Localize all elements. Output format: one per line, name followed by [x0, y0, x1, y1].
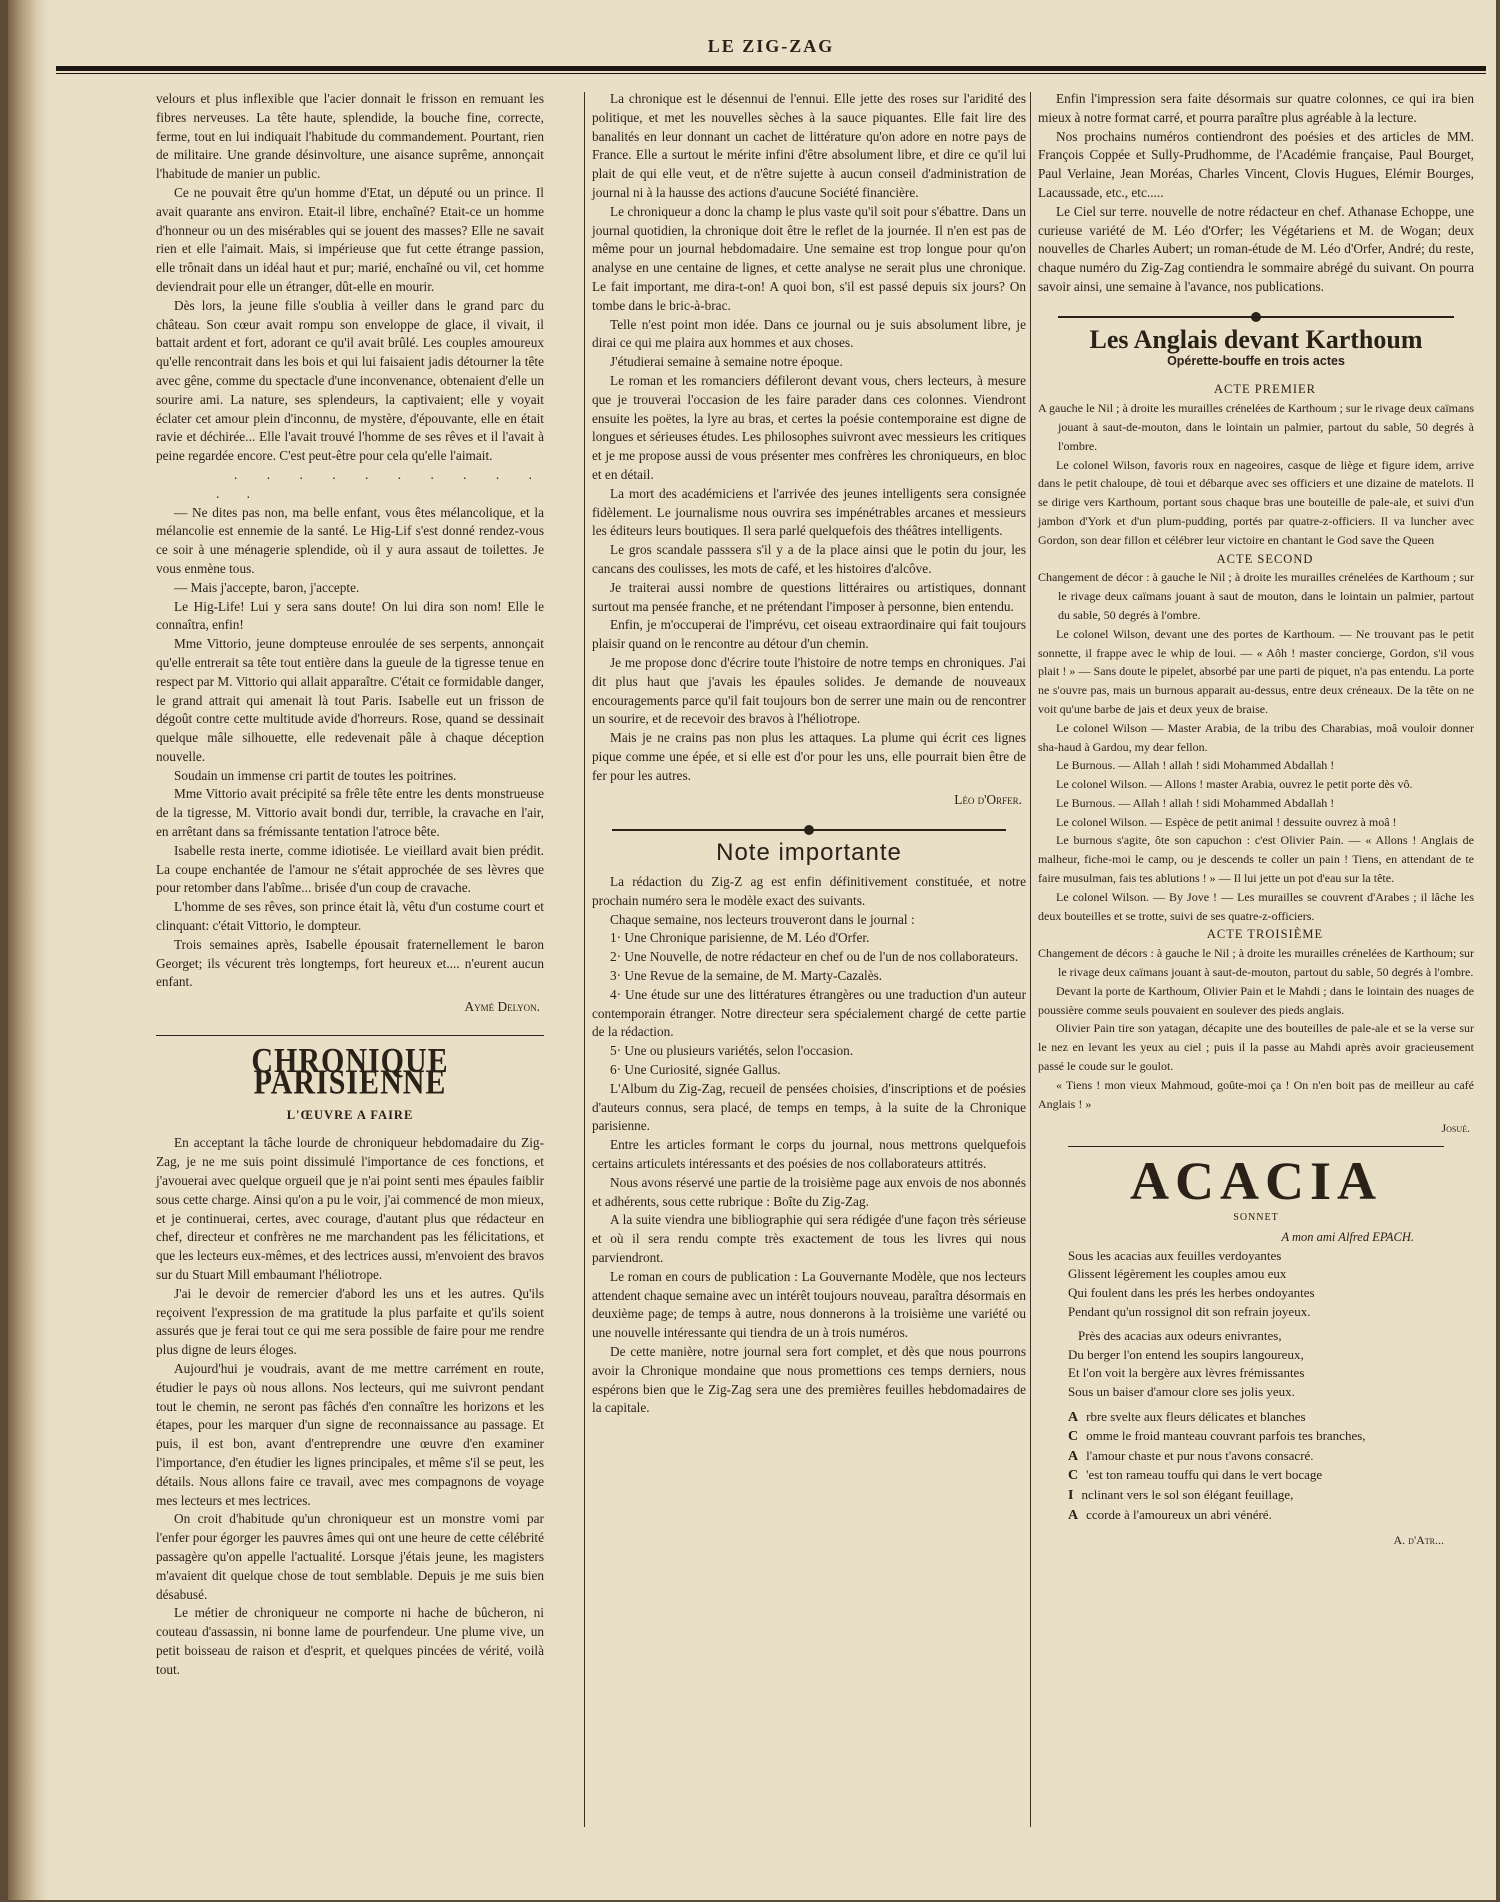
ornamental-divider: [592, 824, 1026, 836]
story-paragraph: velours et plus inflexible que l'acier donnait le frisson en remuant les fibres nerveuses. La tête haute, splendide, la bouche fine, correcte, ferme, tout en lui indiquait l'habitude du commandement. Pourtant, rien de militaire. Une grande désinvolture, une aisance suprême, annonçait l'habitude de manier un public.: [156, 91, 544, 182]
acrostic-line: [1068, 1427, 1474, 1447]
chronique-paragraph: En acceptant la tâche lourde de chroniqueur hebdomadaire du Zig-Zag, je ne me suis point dissimulé l'importance de ces fonctions, et j'avouerai avec quelque orgueil que je n'ai point senti mes épaules faiblir sous cette charge. Ainsi qu'on a pu le voir, j'ai commencé de mon mieux, et je continuerai, certes, avec courage, d'autant plus que rédacteur en chef, directeur et confrères ne me marchandent pas les félicitations, et que les lecteurs eux-mêmes, et des lectrices aussi, m'envoient des bravos sur du Stuart Mill embaumant l'héliotrope.: [156, 1135, 544, 1283]
story-paragraph: — Ne dites pas non, ma belle enfant, vous êtes mélancolique, et la mélancolie est ennemie de la santé. Le Hig-Lif s'est donné rendez-vous ce soir à une ménagerie splendide, où il y aura assaut de toilettes. Je vous enmène tous.: [156, 504, 544, 576]
act-heading: ACTE PREMIER: [1214, 382, 1316, 397]
operetta-paragraph: Le Burnous. — Allah ! allah ! sidi Mohammed Abdallah !: [1056, 758, 1335, 773]
note-paragraph: L'Album du Zig-Zag, recueil de pensées choisies, d'inscriptions et de poésies d'auteurs connus, sera placé, de temps en temps, à la suite de la Chronique parisienne.: [592, 1080, 1026, 1134]
operetta-paragraph: Le colonel Wilson. — Espèce de petit animal ! dessuite ouvrez à moâ !: [1056, 814, 1397, 829]
story-ellipsis: . . . . . . . . . . . .: [216, 466, 544, 501]
note-paragraph: Entre les articles formant le corps du journal, nous mettrons quelquefois certains articulets intéressants et des poésies de nos collaborateurs attitrés.: [592, 1137, 1026, 1172]
ornamental-divider: [1038, 311, 1474, 323]
acrostic-line: [1068, 1447, 1474, 1467]
chronique-paragraph: Enfin, je m'occuperai de l'imprévu, cet oiseau extraordinaire qui fait toujours plaisir quand on le rencontre au détour d'un chemin.: [592, 617, 1026, 652]
note-paragraph: De cette manière, notre journal sera fort complet, et dès que nous pourrons avoir la Chronique mondaine que nous promettions ces temps derniers, nous espérons bien que le Zig-Zag sera une des premières feuilles hebdomadaires de la capitale.: [592, 1344, 1026, 1416]
stage-direction: Changement de décors : à gauche le Nil ; à droite les murailles crénelées de Karthoum; sur le rivage deux caïmans jouant à saut-de-mouton, partout du sable, 50 degrés à l'ombre.: [1038, 946, 1474, 980]
note-paragraph: Le roman en cours de publication : La Gouvernante Modèle, que nos lecteurs attendent chaque semaine avec un intérêt toujours nouveau, paraîtra désormais en deuxième page; de temps à autre, nous donnerons à la troisième une variété ou une nouvelle intéressante qui tiendra de un à trois numéros.: [592, 1268, 1026, 1341]
acrostic-line: [1068, 1408, 1474, 1428]
operetta-paragraph: Le colonel Wilson. — By Jove ! — Les murailles se couvrent d'Arabes ; il lâche les deux bouteilles et se trotte, suivi de ses quatre-z-officiers.: [1038, 889, 1474, 923]
section-divider: [156, 1035, 544, 1036]
act-heading: ACTE TROISIÈME: [1206, 927, 1324, 942]
chronique-paragraph: Aujourd'hui je voudrais, avant de me mettre carrément en route, étudier le pays où nous allons. Nos lecteurs, qui me suivront pendant tout le chemin, ne seront pas fâchés d'en connaître les horizons et les étapes, pour les marquer d'un signe de reconnaissance au passage. Et puis, il est bon, avant d'entreprendre une œuvre d'en examiner l'importance, d'en étudier les lignes principales, et même s'il se peut, les détails. Nous allons faire ce travail, avec mes compagnons de voyage mes lecteurs et mes lectrices.: [156, 1361, 544, 1508]
acrostic-letter: C: [1068, 1429, 1079, 1445]
note-list-item: 4· Une étude sur une des littératures étrangères ou une traduction d'un auteur contemporain étranger. Notre directeur sera spécialement chargé de cette partie de la rédaction.: [592, 986, 1026, 1040]
story-paragraph: — Mais j'accepte, baron, j'accepte.: [174, 579, 360, 595]
masthead-title: LE ZIG-ZAG: [707, 36, 835, 56]
chronique-paragraph: La chronique est le désennui de l'ennui. Elle jette des roses sur l'aridité des politique, et met les nouvelles sèches à la sauce piquantes. Elle fait lire des banalités en leur donnant un cachet de littérature qu'on adore en notre pays de France. Elle a surtout le mérite infini d'être absolument libre, et dire ce qu'il lui plait de qui elle veut, et de n'être sujette à aucun conseil d'administration de journal ni à la hausse des actions d'aucune Société financière.: [592, 91, 1026, 200]
column-rule-1: [584, 92, 585, 1827]
chronique-paragraph: On croit d'habitude qu'un chroniqueur est un monstre vomi par l'enfer pour égorger les pauvres âmes qui ont une heure de cette célébrité passagère qu'on appelle l'actualité. Lorsque j'étais jeune, les magisters m'avaient dit quelque chose de tout semblable. Depuis je me suis bien désabusé.: [156, 1511, 544, 1602]
acrostic-letter: A: [1068, 1507, 1079, 1523]
note-text: [592, 873, 1026, 1418]
story-paragraph: Isabelle resta inerte, comme idiotisée. Le vieillard avait bien prédit. La coupe enchantée de l'amour ne s'était approchée de ses lèvres que pour retomber dans l'abîme... brisée d'un coup de cravache.: [156, 842, 544, 896]
chronique-paragraph: Je me propose donc d'écrire toute l'histoire de notre temps en chroniques. J'ai dit plus haut que j'avais les épaules solides. Je demande de nouveaux encouragements parce qu'il fait toujours bon de serrer une main ou de rencontrer un sourire, et de recevoir des bravos à l'héliotrope.: [592, 654, 1026, 727]
poem-line: Pendant qu'un rossignol dit son refrain joyeux.: [1068, 1303, 1311, 1319]
chronique-paragraph: J'ai le devoir de remercier d'abord les uns et les autres. Qu'ils reçoivent l'expression de ma gratitude la plus parfaite et qu'ils soient assurés que je ferai tout ce qui me sera possible de faire pour me rendre plus digne de leurs éloges.: [156, 1285, 544, 1358]
anglais-title: Les Anglais devant Karthoum: [1089, 324, 1423, 354]
note-list-item: 6· Une Curiosité, signée Gallus.: [610, 1062, 781, 1078]
poem-line: Près des acacias aux odeurs enivrantes,: [1078, 1328, 1282, 1344]
acacia-title: ACACIA: [1130, 1151, 1382, 1212]
note-lead: Chaque semaine, nos lecteurs trouveront dans le journal :: [610, 911, 915, 927]
acrostic-text: rbre svelte aux fleurs délicates et blanches: [1086, 1408, 1306, 1424]
column-rule-2: [1030, 92, 1031, 1827]
operetta-paragraph: Le colonel Wilson, favoris roux en nageoires, casque de liège et figure idem, arrive dans le petit chaloupe, dè toui et débarque avec ses officiers et une dizaine de matelots. Il se dirige vers Karthoum, portant sous chaque bras une bouteille de pale-ale, et suivi d'un jambon d'York et d'un plum-pudding, portés par quatre-z-officiers. Il va luncher avec Gordon, son dear fillon et célébrer leur victoire en chantant le God save the Queen: [1038, 457, 1474, 547]
operetta-paragraph: Le colonel Wilson. — Allons ! master Arabia, ouvrez le petit porte dès vô.: [1056, 777, 1413, 792]
chronique-paragraph: Telle n'est point mon idée. Dans ce journal ou je suis absolument libre, je dirai ce qui me plaira aux hommes et aux choses.: [592, 316, 1026, 351]
story-paragraph: Ce ne pouvait être qu'un homme d'Etat, un député ou un prince. Il avait quarante ans environ. Etait-il libre, enchaîné? Etait-ce un homme d'honneur ou un des misérables qui se jouent des masses? Elle ne savait rien et elle l'aimait. Mais, si impérieuse que fut cette étrange passion, elle trônait dans un idéal haut et pur; marié, enchaîné ou vil, cet homme deviendrait pour elle un étranger, dût-elle en mourir.: [156, 184, 544, 294]
poem-line: Sous un baiser d'amour clore ses jolis yeux.: [1068, 1383, 1295, 1399]
acrostic-text: ccorde à l'amoureux un abri vénéré.: [1086, 1506, 1272, 1522]
chronique-paragraph: La mort des académiciens et l'arrivée des jeunes intelligents sera consignée fidèlement. Le journalisme nous ouvrira ses impénétrables arcanes et messieurs les éditeurs leurs boutiques. Il sera parlé quelquefois des théâtres intelligents.: [592, 485, 1026, 539]
newspaper-page: [8, 0, 1496, 1900]
note-paragraph: Nous avons réservé une partie de la troisième page aux envois de nos abonnés et adhérents, sous cette rubrique : Boîte du Zig-Zag.: [592, 1174, 1026, 1209]
note-title: Note importante: [716, 839, 902, 867]
chronique-continued: [592, 90, 1026, 810]
story-paragraph: Dès lors, la jeune fille s'oublia à veiller dans le grand parc du château. Son cœur avait rompu son enveloppe de glace, il vivait, il battait ardent et fort, adorant ce qu'il avait brûlé. Les couples amoureux qu'elle rencontrait dans les bois et qui lui faisaient jadis détourner la tête avec gêne, comme du spectacle d'une inconvenance, obtenaient d'elle un sourire ami. La nature, ses splendeurs, la captivaient; elle y voyait éclater cet amour plein d'inconnu, de mystère, d'épouvante, elle en était ravie et déchirée... Elle l'avait trouvé l'homme de ses rêves et il l'avait à peine regardée encore. C'est peut-être pour cela qu'elle l'aimait.: [156, 297, 544, 464]
note-paragraph: Le Ciel sur terre. nouvelle de notre rédacteur en chef. Athanase Echoppe, une curieuse variété de M. Léo d'Orfer; les Végétariens et M. de Wogan; deux nouvelles de Charles Aubert; un roman-étude de M. Léo d'Orfer, André; du reste, chaque numéro du Zig-Zag contiendra le sommaire abrégé du suivant. On pourra savoir ainsi, une semaine à l'avance, nos publications.: [1038, 203, 1474, 294]
act-heading: ACTE SECOND: [1216, 551, 1314, 566]
acrostic-letter: A: [1068, 1409, 1079, 1425]
column-2: [592, 90, 1026, 1418]
story-paragraph: Le Hig-Life! Lui y sera sans doute! On lui dira son nom! Elle le connaîtra, enfin!: [156, 598, 544, 633]
chronique-subtitle: L'ŒUVRE A FAIRE: [286, 1107, 414, 1122]
note-paragraph: Nos prochains numéros contiendront des poésies et des articles de MM. François Coppée et Sully-Prudhomme, de l'Académie française, Paul Bourget, Paul Verlaine, Jean Moréas, Charles Vincent, Clovis Hugues, Elémir Bourges, Lacaussade, etc., etc.....: [1038, 128, 1474, 200]
poem-dedication: A mon ami Alfred EPACH.: [1281, 1230, 1414, 1245]
poem-line: Et l'on voit la bergère aux lèvres frémissantes: [1068, 1365, 1305, 1381]
note-continued: [1038, 90, 1474, 297]
poem-signature: A. d'Atr...: [1393, 1533, 1444, 1548]
column-3: [1038, 90, 1474, 1550]
acrostic-line: [1068, 1486, 1474, 1506]
operetta-paragraph: Le burnous s'agite, ôte son capuchon : c'est Olivier Pain. — « Allons ! Anglais de malheur, fiche-moi le camp, ou je descends te coller un pain ! Tiens, en attendant de te faire musulman, fais tes ablutions ! » — Il lui jette un pot d'eau sur la tête.: [1038, 833, 1474, 886]
operetta-paragraph: Devant la porte de Karthoum, Olivier Pain et le Mahdi ; dans le lointain des nuages de poussière comme seuls pouvaient en soulever des pieds anglais.: [1038, 983, 1474, 1017]
acacia-poem: [1038, 1247, 1474, 1525]
note-intro: La rédaction du Zig-Z ag est enfin définitivement constituée, et notre prochain numéro sera le modèle exact des suivants.: [592, 874, 1026, 908]
operetta-paragraph: Olivier Pain tire son yatagan, décapite une des bouteilles de pale-ale et se la verse sur le nez en levant les yeux au ciel ; puis il la passe au Mahdi après avoir gracieusement passé le coude sur le goulot.: [1038, 1021, 1474, 1074]
chronique-paragraph: Le métier de chroniqueur ne comporte ni hache de bûcheron, ni couteau d'assassin, ni bonne lame de pourfendeur. Une plume vive, un petit boisseau de raison et d'esprit, et quelques pincées de vérité, voilà tout.: [156, 1605, 544, 1677]
poem-line: Du berger l'on entend les soupirs langoureux,: [1068, 1346, 1304, 1362]
masthead: [56, 36, 1486, 80]
story-paragraph: L'homme de ses rêves, son prince était là, vêtu d'un costume court et clinquant: c'était Vittorio, le dompteur.: [156, 899, 544, 934]
acrostic-text: omme le froid manteau couvrant parfois tes branches,: [1086, 1428, 1366, 1444]
acrostic-letter: A: [1068, 1448, 1079, 1464]
operetta-paragraph: Le Burnous. — Allah ! allah ! sidi Mohammed Abdallah !: [1056, 795, 1335, 810]
poem-line: Sous les acacias aux feuilles verdoyantes: [1068, 1247, 1282, 1263]
poem-line: Qui foulent dans les prés les herbes ondoyantes: [1068, 1285, 1315, 1301]
acrostic-text: l'amour chaste et pur nous t'avons consacré.: [1086, 1447, 1314, 1463]
operetta-paragraph: Le colonel Wilson — Master Arabia, de la tribu des Charabias, moâ vouloir donner sha-haud à Gardou, my dear fellon.: [1038, 720, 1474, 754]
note-list-item: 5· Une ou plusieurs variétés, selon l'occasion.: [610, 1043, 854, 1059]
acrostic-text: nclinant vers le sol son élégant feuillage,: [1081, 1486, 1294, 1502]
story-signature: Aymé Delyon.: [464, 999, 540, 1015]
acrostic-line: [1068, 1466, 1474, 1486]
anglais-subtitle: Opérette-bouffe en trois actes: [1167, 353, 1345, 368]
operetta-paragraph: Le colonel Wilson, devant une des portes de Karthoum. — Ne trouvant pas le petit sonnette, il frappe avec le whip de loui. — « Aôh ! master concierge, Gordon, s'il vous plait ! » — Sans doute le pipelet, absorbé par une parti de piquet, n'a pas entendu. La porte ne s'ouvre pas, mais un burnous apparait au-dessus, entre deux créneaux. De la tête on ne voit qu'une barbe de jais et deux yeux de braise.: [1038, 626, 1474, 716]
story-paragraph: Soudain un immense cri partit de toutes les poitrines.: [174, 767, 457, 783]
operetta-text: [1038, 380, 1474, 1138]
note-list-item: 3· Une Revue de la semaine, de M. Marty-Cazalès.: [610, 968, 883, 984]
masthead-thick-rule: [56, 66, 1486, 71]
acrostic-line: [1068, 1506, 1474, 1526]
story-paragraph: Trois semaines après, Isabelle épousait fraternellement le baron Georget; ils vécurent très longtemps, fort heureux et.... n'eurent aucun enfant.: [156, 936, 544, 990]
note-list-item: 2· Une Nouvelle, de notre rédacteur en chef ou de l'un de nos collaborateurs.: [610, 949, 1019, 965]
acrostic-letter: I: [1068, 1487, 1074, 1503]
masthead-thin-rule: [56, 73, 1486, 74]
section-divider: [1068, 1146, 1444, 1147]
stage-direction: A gauche le Nil ; à droite les murailles crénelées de Karthoum ; sur le rivage deux caïmans jouant à saut-de-mouton, dans le lointain un palmier, partout du sable, 50 degrés à l'ombre.: [1038, 401, 1474, 453]
chronique-paragraph: Le roman et les romanciers défileront devant vous, chers lecteurs, à mesure que je trouverai l'occasion de les faire parader dans ces colonnes. Viendront ensuite les poëtes, la lyre au bras, et certes la poésie contemporaine est digne de longues et sérieuses études. Les philosophes suivront avec messieurs les critiques et je me propose aussi de vous présenter mes confrères les chroniqueurs, en bloc et en détail.: [592, 372, 1026, 482]
poem-line: Glissent légèrement les couples amou eux: [1068, 1266, 1287, 1282]
sonnet-label: SONNET: [1233, 1212, 1279, 1224]
chronique-title: CHRONIQUE PARISIENNE: [251, 1042, 449, 1102]
acrostic-text: 'est ton rameau touffu qui dans le vert bocage: [1086, 1467, 1323, 1483]
chronique-paragraph: Je traiterai aussi nombre de questions littéraires ou artistiques, donnant surtout ma pensée franche, et ne prétendant l'imposer à personne, bien entendu.: [592, 579, 1026, 614]
column-1: [156, 90, 544, 1680]
story-paragraph: Mme Vittorio avait précipité sa frêle tête entre les dents monstrueuse de la tigresse, M. Vittorio avait bondi dur, terrible, la cravache en l'air, en arrêtant dans sa frémissante tentation l'atroce bête.: [156, 786, 544, 840]
chronique-paragraph: Mais je ne crains pas non plus les attaques. La plume qui écrit ces lignes pique comme une épée, et si elle est d'or pour les uns, elle pourrait bien être de fer pour les autres.: [592, 730, 1026, 783]
chronique-paragraph: Le gros scandale passsera s'il y a de la place ainsi que le potin du jour, les cancans des coulisses, les mots de café, et les histoires d'alcôve.: [592, 542, 1026, 576]
note-paragraph: Enfin l'impression sera faite désormais sur quatre colonnes, ce qui ira bien mieux à notre format carré, et pourra paraître plus agréable à la lecture.: [1038, 91, 1474, 125]
chronique-paragraph: J'étudierai semaine à semaine notre époque.: [610, 354, 843, 370]
chronique-paragraph: Le chroniqueur a donc la champ le plus vaste qu'il soit pour s'ébattre. Dans un journal quotidien, la chronique doit être le reflet de la journée. Il n'en est pas de même pour un journal hebdomadaire. Une semaine est trop longue pour qu'on analyse en une centaine de lignes, et cette analyse ne serait plus une chronique. Le fait important, me dira-t-on! A quoi bon, s'il est passé depuis six jours? On tombe dans le bric-à-brac.: [592, 203, 1026, 313]
chronique-signature: Léo d'Orfer.: [954, 792, 1022, 808]
page-binding: [8, 0, 48, 1900]
operetta-paragraph: « Tiens ! mon vieux Mahmoud, goûte-moi ça ! On n'en boit pas de meilleur au café Anglais ! »: [1038, 1077, 1474, 1111]
story-text: [156, 90, 544, 1017]
anglais-signature: Josué.: [1441, 1121, 1470, 1136]
chronique-text: [156, 1134, 544, 1679]
stage-direction: Changement de décor : à gauche le Nil ; à droite les murailles crénelées de Karthoum ; sur le rivage deux caïmans jouant à saut de mouton, dans le lointain un palmier, partout du sable, 50 degrés à l'ombre.: [1038, 570, 1474, 622]
note-paragraph: A la suite viendra une bibliographie qui sera rédigée d'une façon très sérieuse et où il sera rendu compte très exactement de tous les livres qui nous parviendront.: [592, 1212, 1026, 1266]
acrostic-letter: C: [1068, 1468, 1079, 1484]
story-paragraph: Mme Vittorio, jeune dompteuse enroulée de ses serpents, annonçait qu'elle entrerait sa tête tout entière dans la gueule de la tigresse tenue en respect par M. Vittorio qui allait apparaître. C'était ce formidable danger, le grand attrait qui amenait là tout Paris. Isabelle eut un frisson de dégoût contre cette multitude avide d'horreurs. Rose, quand se dessinait quelque mâle silhouette, elle redevenait pâle à chaque déception nouvelle.: [156, 636, 544, 764]
note-list-item: 1· Une Chronique parisienne, de M. Léo d'Orfer.: [610, 930, 870, 946]
